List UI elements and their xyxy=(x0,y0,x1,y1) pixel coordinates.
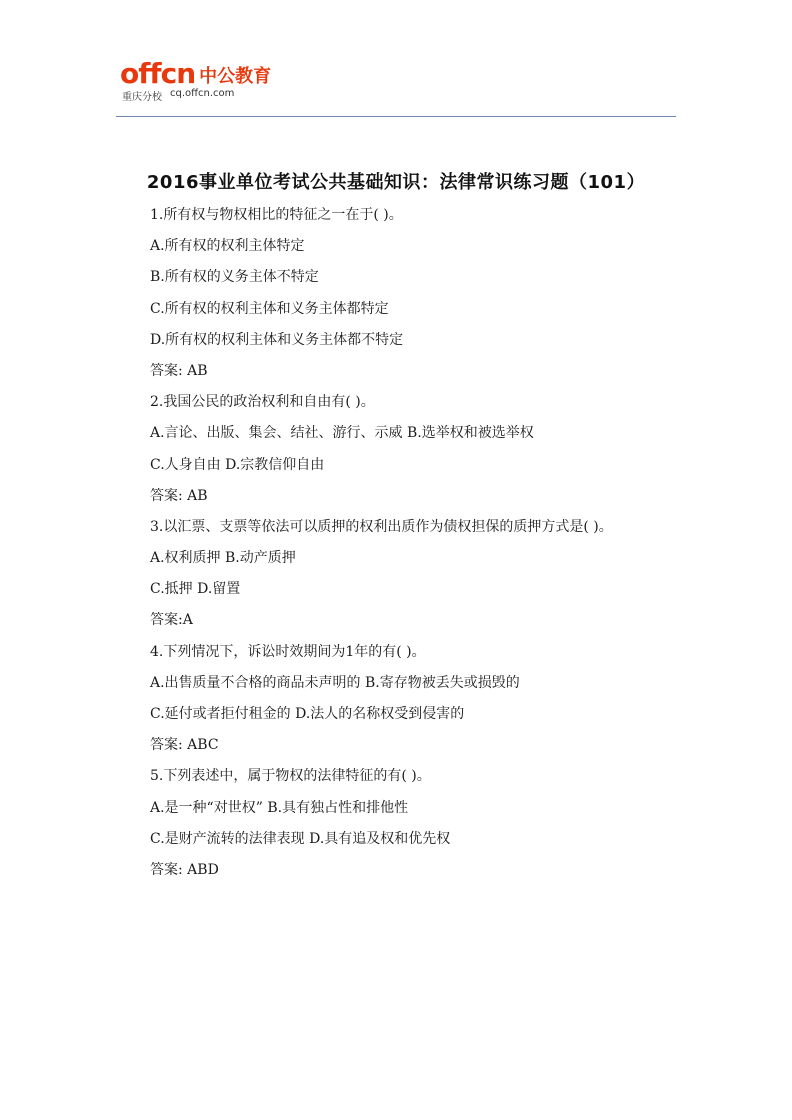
answer-line: 答案: AB xyxy=(150,362,208,379)
option-line: C.所有权的权利主体和义务主体都特定 xyxy=(150,300,389,317)
branch-name: 重庆分校 xyxy=(122,92,162,103)
logo-brand: offcn xyxy=(120,57,196,90)
option-line: C.是财产流转的法律表现 D.具有追及权和优先权 xyxy=(150,830,451,847)
option-line: A.所有权的权利主体特定 xyxy=(150,238,305,255)
option-line: A.出售质量不合格的商品未声明的 B.寄存物被丢失或损毁的 xyxy=(150,674,520,691)
answer-line: 答案: ABC xyxy=(150,737,219,754)
option-line: B.所有权的义务主体不特定 xyxy=(150,269,319,286)
website-url: cq.offcn.com xyxy=(170,88,235,99)
option-line: C.人身自由 D.宗教信仰自由 xyxy=(150,456,325,473)
document-title: 2016事业单位考试公共基础知识：法律常识练习题（101） xyxy=(146,172,646,193)
question-line: 2.我国公民的政治权利和自由有( )。 xyxy=(150,394,375,411)
answer-line: 答案: ABD xyxy=(150,861,219,878)
question-line: 1.所有权与物权相比的特征之一在于( )。 xyxy=(150,207,403,223)
option-line: C.延付或者拒付租金的 D.法人的名称权受到侵害的 xyxy=(150,706,465,722)
logo-brand-cn: 中公教育 xyxy=(199,66,272,87)
logo-subline xyxy=(122,88,234,103)
option-line: A.权利质押 B.动产质押 xyxy=(150,550,296,567)
answer-line: 答案: AB xyxy=(150,487,208,504)
question-line: 5.下列表述中，属于物权的法律特征的有( )。 xyxy=(150,768,431,785)
option-line: C.抵押 D.留置 xyxy=(150,581,241,598)
offcn-logo xyxy=(120,58,271,88)
header-divider xyxy=(116,116,676,117)
option-line: D.所有权的权利主体和义务主体都不特定 xyxy=(150,331,404,348)
option-line: A.是一种“对世权” B.具有独占性和排他性 xyxy=(150,799,409,816)
option-line: A.言论、出版、集会、结社、游行、示威 B.选举权和被选举权 xyxy=(150,425,534,442)
answer-line: 答案:A xyxy=(150,612,193,629)
question-line: 4.下列情况下，诉讼时效期间为1年的有( )。 xyxy=(150,643,426,660)
question-line: 3.以汇票、支票等依法可以质押的权利出质作为债权担保的质押方式是( )。 xyxy=(150,518,613,535)
question-list xyxy=(150,204,710,890)
page-header xyxy=(120,58,680,118)
